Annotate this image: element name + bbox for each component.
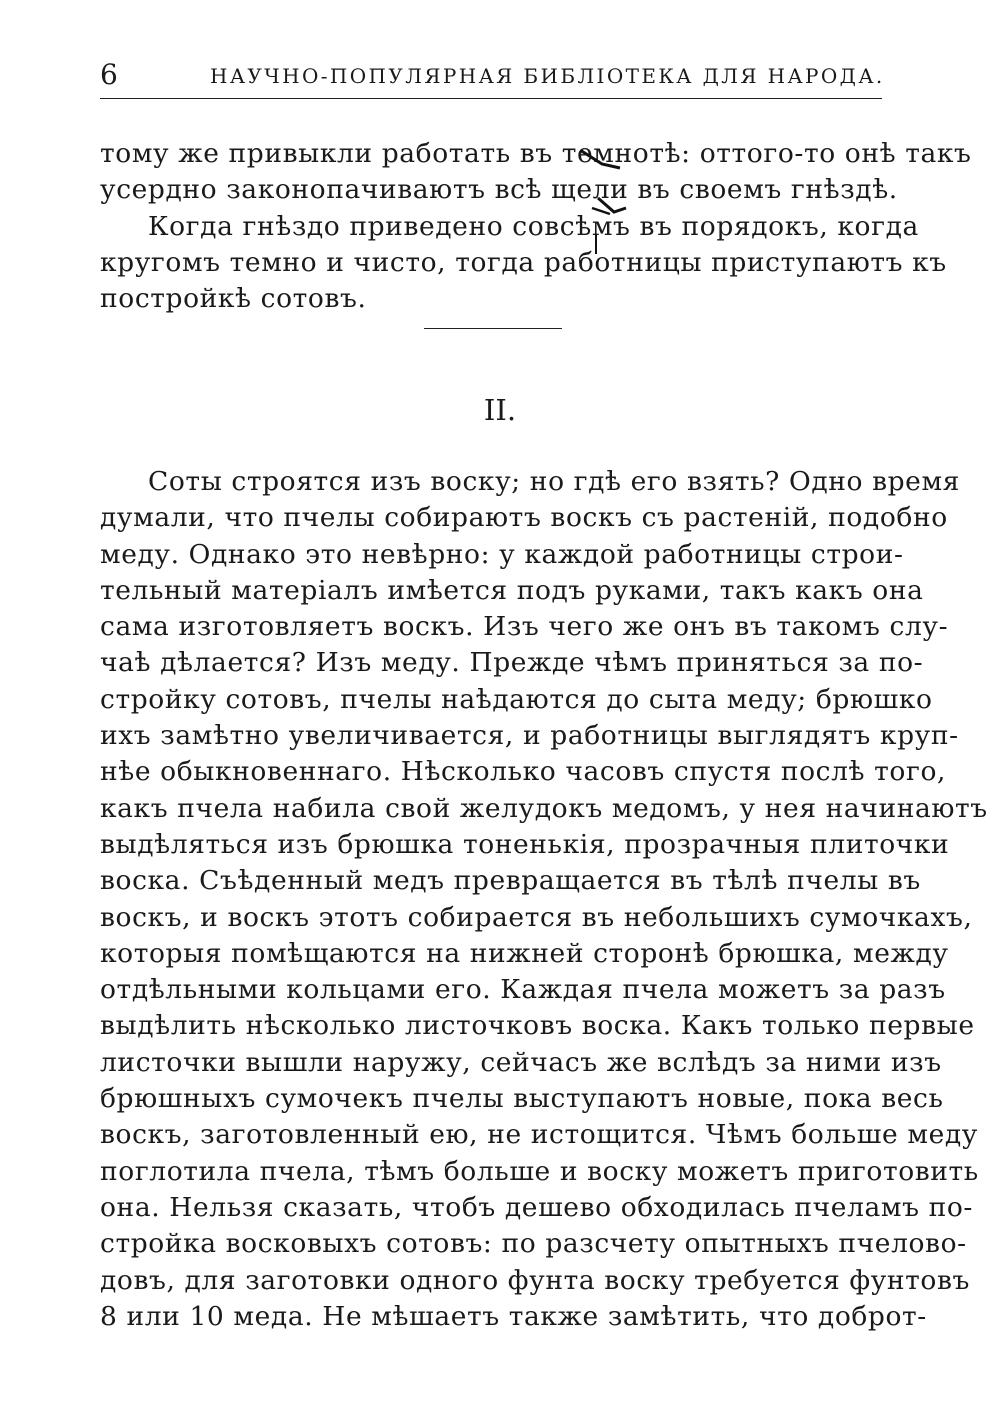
text-line: стройку сотовъ, пчелы наѣдаются до сыта меду; брюшко (100, 683, 933, 715)
text-line: стройка восковыхъ сотовъ: по разсчету опытныхъ пчеловo- (100, 1228, 967, 1260)
page-number: 6 (100, 58, 118, 91)
text-line: думали, что пчелы собираютъ воскъ съ растенiй, подобно (100, 502, 948, 534)
text-line: отдѣльными кольцами его. Каждая пчела можетъ за разъ (100, 974, 946, 1006)
text-line: поглотила пчела, тѣмъ больше и воску можетъ приготовить (100, 1155, 979, 1187)
text-line: брюшныхъ сумочекъ пчелы выступаютъ новые, пока весь (100, 1083, 944, 1115)
text-line: листочки вышли наружу, сейчасъ же вслѣдъ за ними изъ (100, 1046, 942, 1078)
text-line: тому же привыкли работать въ темнотѣ: оттого-то онѣ такъ (100, 138, 972, 169)
paragraph-main (100, 464, 988, 1335)
text-line: усердно законопачиваютъ всѣ щели въ своемъ гнѣздѣ. (100, 174, 898, 206)
text-line: выдѣляться изъ брюшка тоненькiя, прозрачныя плиточки (100, 828, 950, 860)
paragraph-continuation (100, 136, 972, 317)
text-line: довъ, для заготовки одного фунта воску требуется фунтовъ (100, 1264, 970, 1296)
header-rule (100, 98, 882, 99)
running-title: НАУЧНО-ПОПУЛЯРНАЯ БИБЛIОТЕКА ДЛЯ НАРОДА. (210, 64, 885, 88)
text-line: Соты строятся изъ воску; но гдѣ его взять? Одно время (148, 466, 960, 497)
text-line: воскъ, заготовленный ею, не истощится. Чѣмъ больше меду (100, 1119, 978, 1151)
text-line: 8 или 10 меда. Не мѣшаетъ также замѣтить, что доброт- (100, 1300, 927, 1332)
text-line: меду. Однако это невѣрно: у каждой работницы строи- (100, 538, 904, 570)
text-line: тельный матерiалъ имѣется подъ руками, такъ какъ она (100, 574, 924, 606)
text-line: нѣе обыкновеннаго. Нѣсколько часовъ спустя послѣ того, (100, 756, 947, 788)
text-line: постройкѣ сотовъ. (100, 283, 367, 315)
section-divider (424, 328, 562, 329)
text-line: Когда гнѣздо приведено совсѣмъ въ порядокъ, когда (148, 210, 919, 242)
text-line: воска. Съѣденный медъ превращается въ тѣлѣ пчелы въ (100, 865, 921, 897)
section-heading: II. (483, 393, 517, 427)
text-line: ихъ замѣтно увеличивается, и работницы выглядятъ круп- (100, 720, 959, 752)
text-line: какъ пчела набила свой желудокъ медомъ, у нея начинаютъ (100, 792, 988, 824)
page-header (100, 58, 885, 98)
text-line: выдѣлить нѣсколько листочковъ воска. Какъ только первые (100, 1010, 975, 1042)
text-line: кругомъ темно и чисто, тогда работницы приступаютъ къ (100, 246, 947, 278)
text-line: которыя помѣщаются на нижней сторонѣ брюшка, между (100, 937, 949, 969)
text-line: сама изготовляетъ воскъ. Изъ чего же онъ въ такомъ слу- (100, 611, 949, 643)
text-line: чаѣ дѣлается? Изъ меду. Прежде чѣмъ приняться за по- (100, 647, 924, 679)
text-line: воскъ, и воскъ этотъ собирается въ небольшихъ сумочкахъ, (100, 901, 973, 933)
text-line: она. Нельзя сказать, чтобъ дешево обходилась пчеламъ по- (100, 1191, 973, 1223)
pen-mark-icon (580, 150, 650, 260)
